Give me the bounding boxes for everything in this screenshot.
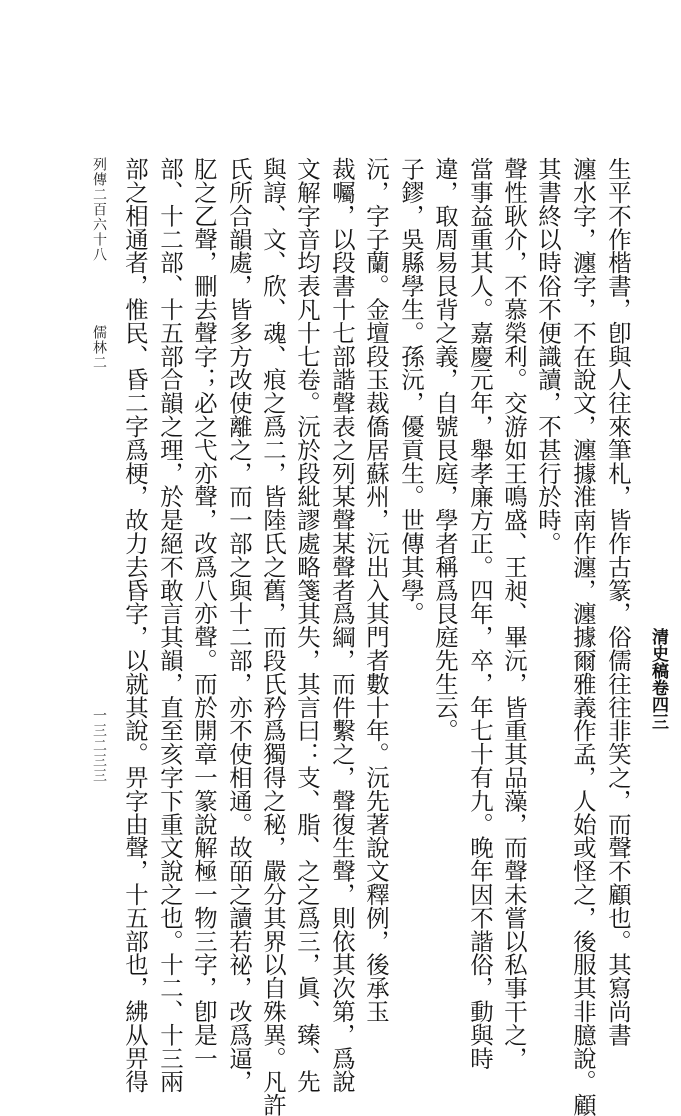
footer-section: 儒林二 bbox=[91, 325, 107, 370]
text-column-3: 其書終以時俗不便識讀，不甚行於時。 bbox=[534, 157, 562, 555]
footer-chapter: 列傳二百六十八 bbox=[91, 157, 107, 262]
text-column-5: 當事益重其人。嘉慶元年，舉孝廉方正。四年，卒，年七十有九。晚年因不諧俗，動與時 bbox=[466, 157, 494, 1070]
text-column-15: 部之相通者，惟民、昏二字爲梗，故力去昏字，以就其說。畀字由聲，十五部也，紼从畀得 bbox=[121, 157, 149, 1093]
text-column-8: 沅，字子蘭。金壇段玉裁僑居蘇州，沅出入其門者數十年。沅先著說文釋例，後承玉 bbox=[362, 157, 390, 1023]
footer-page-number: 一三二三三 bbox=[91, 708, 107, 783]
text-column-4: 聲性耿介，不慕榮利。交游如王鳴盛、王昶、畢沅，皆重其品藻，而聲未嘗以私事干之， bbox=[500, 157, 528, 1070]
running-header: 清史稿卷四三 bbox=[648, 628, 668, 730]
text-column-9: 裁囑，以段書十七部諧聲表之列某聲某聲者爲綱，而件繫之，聲復生聲，則依其次第，爲說 bbox=[328, 157, 356, 1093]
text-column-13: 肊之乙聲，刪去聲字；必之弋亦聲，改爲八亦聲。而於開章一篆說解極一物三字，卽是一 bbox=[190, 157, 218, 1070]
text-column-1: 生平不作楷書，卽與人往來筆札，皆作古篆，俗儒往往非笑之，而聲不顧也。其寫尚書 bbox=[604, 157, 632, 1047]
text-column-2: 瀍水字，瀍字，不在說文，瀍據淮南作瀍，瀍據爾雅義作孟，人始或怪之，後服其非臆說。顧 bbox=[569, 157, 597, 1116]
text-column-11: 與諄、文、欣、魂、痕之爲二，皆陸氏之舊，而段氏矜爲獨得之秘，嚴分其界以自殊異。凡許 bbox=[259, 157, 287, 1116]
text-column-10: 文解字音均表凡十七卷。沅於段紕謬處略箋其失，其言曰：支、脂、之之爲三，眞、臻、先 bbox=[293, 157, 321, 1093]
text-column-12: 氏所合韻處，皆多方改使離之，而一部之與十二部，亦不使相通。故皕之讀若祕，改爲逼， bbox=[225, 157, 253, 1093]
text-column-14: 部、十二部、十五部合韻之理，於是絕不敢言其韻，直至亥字下重文說之也。十二、十三兩 bbox=[156, 157, 184, 1093]
text-column-7: 子鏐，吳縣學生。孫沅，優貢生。世傳其學。 bbox=[397, 157, 425, 625]
text-column-6: 違，取周易艮背之義，自號艮庭，學者稱爲艮庭先生云。 bbox=[431, 157, 459, 742]
